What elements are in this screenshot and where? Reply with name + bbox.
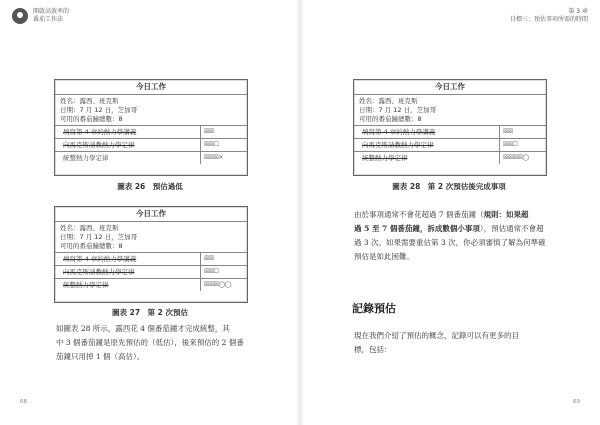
card-title: 今日工作: [55, 207, 247, 222]
book-title-line2: 番茄工作法: [33, 16, 64, 23]
task-row: [55, 152, 247, 164]
date-line: 日期：7 月 12 日，芝加哥: [60, 233, 138, 241]
figure-27-card: [54, 206, 248, 303]
pomodoro-marks: ☒☒: [203, 255, 214, 262]
section-heading: 記錄預估: [352, 302, 396, 315]
chapter-number: 第 3 章: [568, 8, 588, 15]
task-row: [354, 152, 546, 164]
paragraph-line: 如圖表 28 所示，露西花 4 個番茄鐘才完成統整，其: [56, 324, 230, 333]
pomodoro-marks: ☒☒☐: [203, 141, 219, 148]
name-line: 姓名：露西、班克斯: [60, 224, 119, 232]
figure-27-caption: 圖表 27 第 2 次預估: [112, 308, 188, 317]
paragraph-line: 茄鐘只用掉 1 個（高估）。: [56, 352, 145, 361]
pomodoro-marks: ☒☒☒◯◯: [203, 281, 231, 288]
figure-26-caption: 圖表 26 預估過低: [117, 182, 183, 191]
task-label: 填寫第 4 章的熱力學講義: [55, 126, 201, 138]
task-row: [55, 279, 247, 291]
figure-28-caption: 圖表 28 第 2 次預估後完成事項: [392, 182, 506, 191]
card-info: [55, 222, 247, 253]
task-row: [55, 266, 247, 279]
task-label: 統整熱力學定律: [354, 152, 500, 164]
count-line: 可用的番茄鐘總數：8: [60, 242, 123, 250]
figure-26-card: [54, 79, 248, 176]
figure-28-card: [353, 79, 547, 176]
task-row: [354, 139, 546, 152]
paragraph-text: 預估是如此困難。: [354, 252, 414, 261]
chapter-title: 目標三：預估事項所需的時間: [509, 16, 588, 23]
name-line: 姓名：露西、班克斯: [60, 97, 119, 105]
paragraph-text: 由於事項通常不會花超過 7 個番茄鐘（: [354, 210, 484, 219]
task-row: [55, 126, 247, 139]
task-label: 向馬克斯請教熱力學定律: [354, 139, 500, 151]
card-title: 今日工作: [55, 80, 247, 95]
pomodoro-marks: ☒☒☐: [203, 268, 219, 275]
task-label: 向馬克斯請教熱力學定律: [55, 266, 201, 278]
right-paragraph-2: [354, 329, 574, 357]
paragraph-text: 標，包括：: [354, 345, 392, 354]
count-line: 可用的番茄鐘總數：8: [60, 115, 123, 123]
task-row: [55, 139, 247, 152]
task-label: 統整熱力學定律: [55, 279, 201, 291]
book-title-line1: 開啟高效率的: [33, 8, 70, 15]
task-label: 填寫第 4 章的熱力學講義: [55, 253, 201, 265]
page-number: 68: [20, 399, 27, 405]
task-label: 向馬克斯請教熱力學定律: [55, 139, 201, 151]
pomodoro-marks: ☒☒☐: [502, 141, 518, 148]
book-header: [12, 8, 69, 24]
card-info: [354, 95, 546, 126]
date-line: 日期：7 月 12 日，芝加哥: [60, 106, 138, 114]
pomodoro-marks: ☒☒: [203, 128, 214, 135]
card-info: [55, 95, 247, 126]
book-logo-icon: [12, 8, 28, 24]
right-page: [300, 0, 600, 425]
rule-text: 規則：如果超: [483, 210, 529, 219]
task-label: 填寫第 4 章的熱力學講義: [354, 126, 500, 138]
left-paragraph: [56, 322, 256, 364]
right-paragraph-1: [354, 208, 574, 264]
card-title: 今日工作: [354, 80, 546, 95]
pomodoro-marks: ☒☒☒☒◯: [502, 154, 529, 161]
paragraph-text: 現在我們介紹了預估的概念，記錄可以有更多的目: [354, 331, 519, 340]
paragraph-text: ），預估通常不會超: [479, 224, 544, 233]
count-line: 可用的番茄鐘總數：8: [359, 115, 422, 123]
paragraph-line: 中 3 個番茄鐘是原先預估的（低估），後來預估的 2 個番: [56, 338, 244, 347]
task-row: [55, 253, 247, 266]
chapter-header: [510, 8, 588, 24]
book-title: [33, 8, 69, 24]
page-number: 69: [573, 399, 580, 405]
name-line: 姓名：露西、班克斯: [359, 97, 418, 105]
task-row: [354, 126, 546, 139]
task-label: 統整熱力學定律: [55, 152, 201, 164]
pomodoro-marks: ☒☒☒×: [203, 154, 224, 161]
paragraph-text: 過 3 次。如果需要重估第 3 次，你必須審慎了解為何準確: [354, 238, 546, 247]
pomodoro-marks: ☒☒: [502, 128, 513, 135]
date-line: 日期：7 月 12 日，芝加哥: [359, 106, 437, 114]
rule-text: 過 5 至 7 個番茄鐘，拆成數個小事項: [354, 224, 480, 233]
